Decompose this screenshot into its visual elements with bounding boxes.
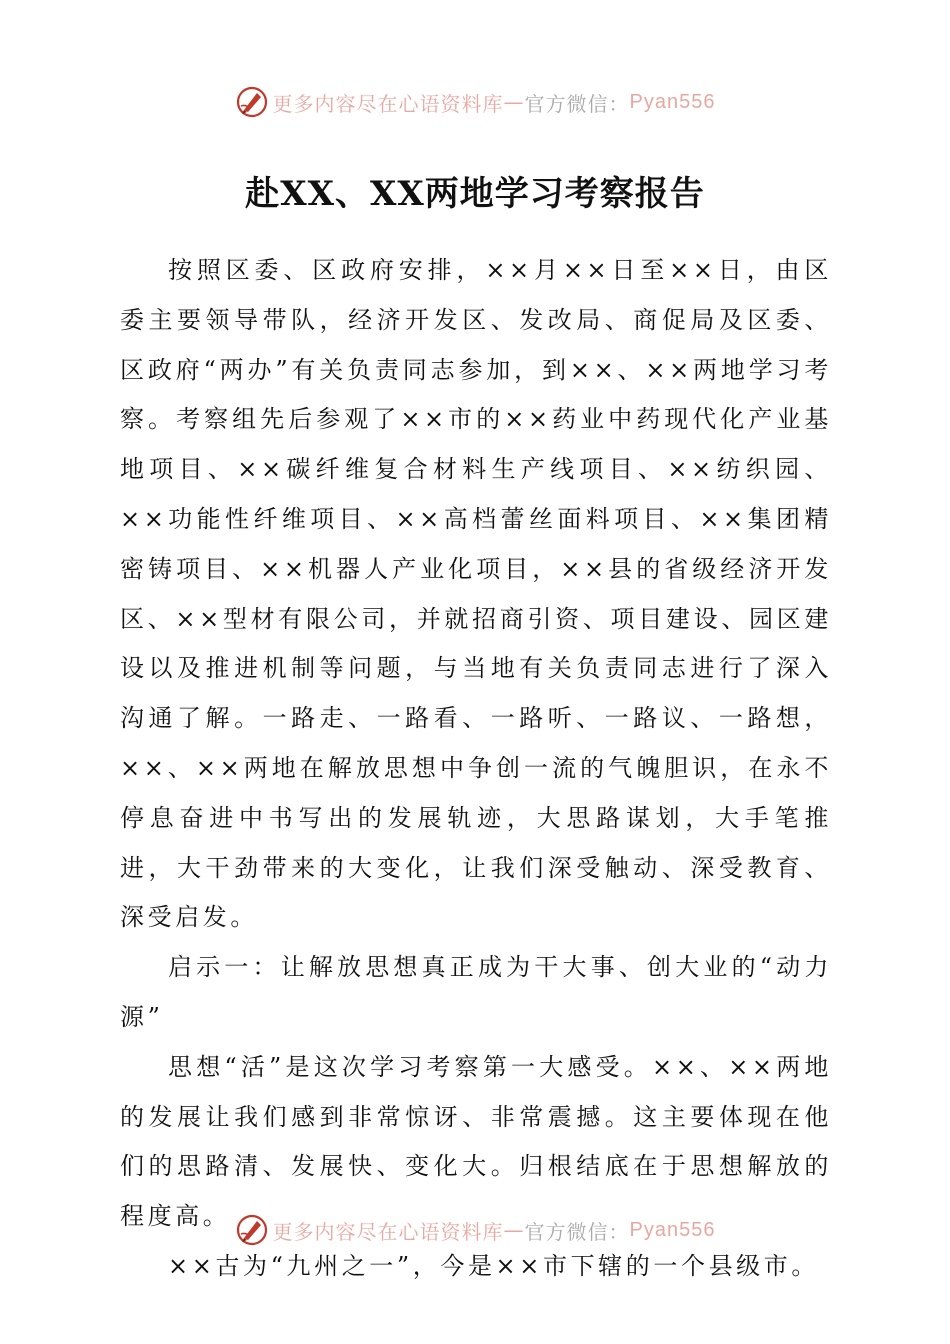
watermark-site-text: 更多内容尽在心语资料库 [272,91,504,116]
watermark-dash: — [503,1218,525,1242]
paragraph: 思想“活”是这次学习考察第一大感受。××、××两地的发展让我们感到非常惊讶、非常震撼。这主要体现在他们的思路清、发展快、变化大。归根结底在于思想解放的程度高。 [120,1052,832,1231]
section-heading: 启示一：让解放思想真正成为干大事、创大业的“动力源” [120,953,832,1031]
watermark-official-label: 官方微信： [524,1219,630,1244]
pen-nib-icon [235,1213,269,1247]
document-title: 赴XX、XX两地学习考察报告 [245,174,705,214]
document-body [120,246,832,1292]
paragraph: 按照区委、区政府安排，××月××日至××日，由区委主要领导带队，经济开发区、发改局、商促局及区委、区政府“两办”有关负责同志参加，到××、××两地学习考察。考察组先后参观了××市的××药业中药现代化产业基地项目、××碳纤维复合材料生产线项目、××纺织园、××功能性纤维项目、××高档蕾丝面料项目、××集团精密铸项目、××机器人产业化项目，××县的省级经济开发区、××型材有限公司，并就招商引资、项目建设、园区建设以及推进机制等问题，与当地有关负责同志进行了深入沟通了解。一路走、一路看、一路听、一路议、一路想，××、××两地在解放思想中争创一流的气魄胆识，在永不停息奋进中书写出的发展轨迹，大思路谋划，大手笔推进，大干劲带来的大变化，让我们深受触动、深受教育、深受启发。 [120,256,832,932]
header-watermark [0,82,950,122]
watermark-dash: — [503,90,525,114]
watermark-wechat-id: Pyan556 [629,90,716,113]
paragraph: ××古为“九州之一”，今是××市下辖的一个县级市。 [168,1251,819,1280]
pen-nib-icon [235,85,269,119]
watermark-wechat-id: Pyan556 [629,1218,716,1241]
watermark-official-label: 官方微信： [524,91,630,116]
watermark-site-text: 更多内容尽在心语资料库 [272,1219,504,1244]
footer-watermark [0,1210,950,1250]
